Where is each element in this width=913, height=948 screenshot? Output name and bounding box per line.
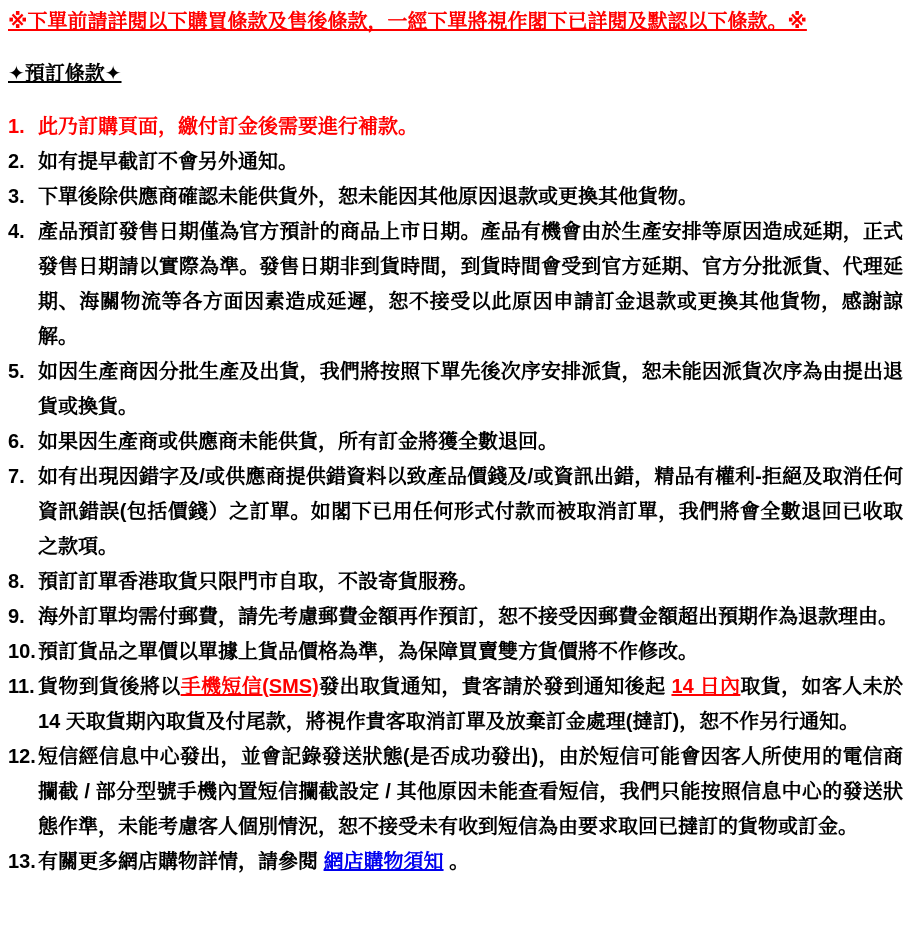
term-number: 10. — [8, 641, 36, 663]
term-item-10 — [8, 635, 905, 670]
term-number: 3. — [8, 186, 25, 208]
term-number: 5. — [8, 361, 25, 383]
term-text — [38, 460, 905, 565]
section-header: ✦預訂條款✦ — [8, 63, 122, 85]
term-text — [38, 600, 905, 635]
term-text — [38, 740, 905, 845]
term-item-9 — [8, 600, 905, 635]
term-text-segment: 發出取貨通知，貴客請於發到通知後起 — [318, 676, 672, 698]
term-text-segment: 。 — [443, 851, 470, 873]
term-number: 12. — [8, 746, 36, 768]
term-text-segment: 此乃訂購頁面，繳付訂金後需要進行補款。 — [38, 116, 418, 138]
term-text-segment: 如因生產商因分批生產及出貨，我們將按照下單先後次序安排派貨，恕未能因派貨次序為由提出退貨或換貨。 — [38, 361, 903, 418]
terms-list — [8, 110, 905, 880]
term-item-2 — [8, 145, 905, 180]
term-number: 6. — [8, 431, 25, 453]
term-item-4 — [8, 215, 905, 355]
term-text — [38, 355, 905, 425]
term-item-11 — [8, 670, 905, 740]
term-item-7 — [8, 460, 905, 565]
term-text-segment: 預訂貨品之單價以單據上貨品價格為準，為保障買賣雙方貨價將不作修改。 — [38, 641, 698, 663]
term-text — [38, 635, 905, 670]
term-item-3 — [8, 180, 905, 215]
term-number: 2. — [8, 151, 25, 173]
term-text-segment: 產品預訂發售日期僅為官方預計的商品上市日期。產品有機會由於生產安排等原因造成延期，正式發售日期請以實際為準。發售日期非到貨時間，到貨時間會受到官方延期、官方分批派貨、代理延期、海關物流等各方面因素造成延遲，恕不接受以此原因申請訂金退款或更換其他貨物，感謝諒解。 — [38, 221, 903, 348]
term-number: 11. — [8, 676, 35, 698]
term-item-8 — [8, 565, 905, 600]
term-text-segment: 短信經信息中心發出，並會記錄發送狀態(是否成功發出)，由於短信可能會因客人所使用的電信商攔截 / 部分型號手機內置短信攔截設定 / 其他原因未能查看短信，我們只能按照信息中心的發送狀態作準，未能考慮客人個別情況，恕不接受未有收到短信為由要求取回已撻訂的貨物或訂金。 — [38, 746, 903, 838]
term-number: 8. — [8, 571, 25, 593]
term-text-segment: 如有出現因錯字及/或供應商提供錯資料以致產品價錢及/或資訊出錯，精品有權利-拒絕及取消任何資訊錯誤(包括價錢）之訂單。如閣下已用任何形式付款而被取消訂單，我們將會全數退回已收取之款項。 — [38, 466, 903, 558]
term-text-segment: 海外訂單均需付郵費，請先考慮郵費金額再作預訂，恕不接受因郵費金額超出預期作為退款理由。 — [38, 606, 898, 628]
term-text — [38, 215, 905, 355]
term-text — [38, 845, 905, 880]
term-number: 4. — [8, 221, 25, 243]
pickup-deadline-highlight: 14 日內 — [671, 676, 741, 698]
term-text-segment: 貨物到貨後將以 — [38, 676, 181, 698]
term-text-segment: 有關更多網店購物詳情，請參閱 — [38, 851, 324, 873]
term-text — [38, 670, 905, 740]
term-text — [38, 145, 905, 180]
term-number: 7. — [8, 466, 25, 488]
page-title: ※下單前請詳閱以下購買條款及售後條款，一經下單將視作閣下已詳閱及默認以下條款。※ — [8, 11, 807, 33]
term-text-segment: 預訂訂單香港取貨只限門市自取，不設寄貨服務。 — [38, 571, 478, 593]
term-item-5 — [8, 355, 905, 425]
term-text — [38, 110, 905, 145]
term-text-segment: 如有提早截訂不會另外通知。 — [38, 151, 298, 173]
term-item-6 — [8, 425, 905, 460]
term-text — [38, 180, 905, 215]
term-text-segment: 下單後除供應商確認未能供貨外，恕未能因其他原因退款或更換其他貨物。 — [38, 186, 698, 208]
term-number: 9. — [8, 606, 25, 628]
term-text — [38, 425, 905, 460]
term-item-12 — [8, 740, 905, 845]
term-item-13 — [8, 845, 905, 880]
term-text-segment: 取貨，如客人未於 14 天取貨期內取貨及付尾款，將視作貴客取消訂單及放棄訂金處理(撻訂)，恕不作另行通知。 — [38, 676, 904, 733]
term-number: 1. — [8, 116, 25, 138]
term-number: 13. — [8, 851, 36, 873]
term-text — [38, 565, 905, 600]
term-item-1 — [8, 110, 905, 145]
store-shopping-guide-link[interactable]: 網店購物須知 — [323, 851, 444, 873]
sms-notice-highlight: 手機短信(SMS) — [180, 676, 319, 698]
term-text-segment: 如果因生產商或供應商未能供貨，所有訂金將獲全數退回。 — [38, 431, 558, 453]
